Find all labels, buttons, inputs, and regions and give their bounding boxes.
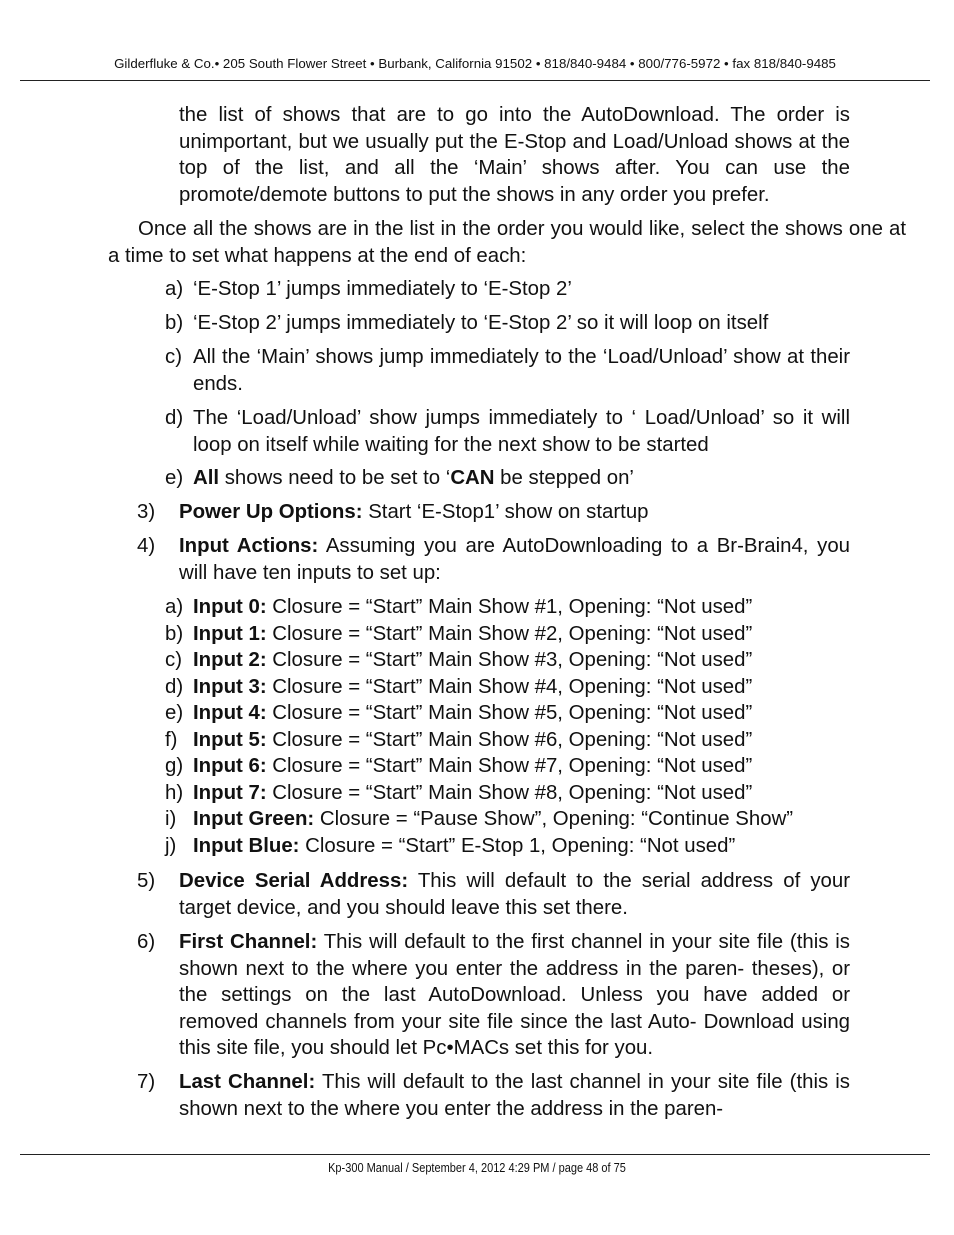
item-label: Power Up Options: xyxy=(179,501,363,523)
list-item-text: ‘E-Stop 1’ jumps immediately to ‘E-Stop 2’ xyxy=(193,278,572,300)
input-text: Closure = “Start” Main Show #6, Opening: “Not used” xyxy=(266,729,753,751)
list-marker: j) xyxy=(165,835,177,857)
input-label: Input 3: xyxy=(193,676,267,698)
item-body: Assuming you are AutoDownloading to a Br-Brain4, you will have ten inputs to set up: xyxy=(179,535,851,584)
list-item-text xyxy=(193,727,873,754)
list-item-text xyxy=(193,621,873,648)
list-item-text: All the ‘Main’ shows jump immediately to the ‘Load/Unload’ show at their ends. xyxy=(193,346,850,395)
list-marker: e) xyxy=(165,467,184,489)
item-label: First Channel: xyxy=(179,931,318,953)
item-body: This will default to the last channel in your site file (this is shown next to the where you enter the address in the paren- xyxy=(179,1071,850,1120)
page-header: Gilderfluke & Co.• 205 South Flower Street • Burbank, California 91502 • 818/840-9484 • 800/776-5972 • fax 818/840-9485 xyxy=(114,56,836,71)
item-label: Last Channel: xyxy=(179,1071,316,1093)
header-rule xyxy=(20,80,930,81)
intro-paragraph: Once all the shows are in the list in the order you would like, select the shows one at a time to set what happens at the end of each: xyxy=(108,218,906,267)
list-item-text: ‘E-Stop 2’ jumps immediately to ‘E-Stop 2’ so it will loop on itself xyxy=(193,312,769,334)
list-item-text xyxy=(179,499,850,526)
text-segment: shows need to be set to ‘ xyxy=(219,467,451,489)
input-text: Closure = “Start” Main Show #8, Opening: “Not used” xyxy=(266,782,753,804)
bold-all: All xyxy=(193,467,220,489)
list-marker: 5) xyxy=(137,870,156,892)
input-text: Closure = “Start” Main Show #3, Opening: “Not used” xyxy=(266,649,753,671)
input-text: Closure = “Start” Main Show #7, Opening: “Not used” xyxy=(266,755,753,777)
input-label: Input 0: xyxy=(193,596,267,618)
list-item-text xyxy=(179,868,850,921)
list-marker: b) xyxy=(165,623,184,645)
list-marker: b) xyxy=(165,312,184,334)
list-item-text xyxy=(193,833,873,860)
input-text: Closure = “Start” Main Show #1, Opening: “Not used” xyxy=(266,596,753,618)
list-marker: i) xyxy=(165,808,177,830)
list-marker: d) xyxy=(165,407,184,429)
item-label: Device Serial Address: xyxy=(179,870,409,892)
list-item-text xyxy=(179,929,850,1062)
list-marker: f) xyxy=(165,729,178,751)
list-marker: 3) xyxy=(137,501,156,523)
list-marker: 4) xyxy=(137,535,156,557)
footer-rule xyxy=(20,1154,930,1155)
list-marker: a) xyxy=(165,278,184,300)
input-label: Input 5: xyxy=(193,729,267,751)
input-label: Input 7: xyxy=(193,782,267,804)
list-item-text xyxy=(193,465,850,492)
list-item-text xyxy=(179,533,850,586)
list-item-text xyxy=(193,674,873,701)
continuation-paragraph: the list of shows that are to go into the AutoDownload. The order is unimportant, but we usually put the E-Stop and Load/Unload shows at the top of the list, and all the ‘Main’ shows after. You can use the promote/demote buttons to put the shows in any order you prefer. xyxy=(179,104,850,206)
list-marker: d) xyxy=(165,676,184,698)
list-item-text xyxy=(193,594,873,621)
list-item-text xyxy=(193,753,873,780)
list-marker: 7) xyxy=(137,1071,156,1093)
list-marker: g) xyxy=(165,755,184,777)
list-marker: c) xyxy=(165,346,182,368)
list-item-text xyxy=(179,1069,850,1122)
text-segment: be stepped on’ xyxy=(494,467,634,489)
item-body: This will default to the serial address of your target device, and you should leave this set there. xyxy=(179,870,850,919)
list-marker: e) xyxy=(165,702,184,724)
input-text: Closure = “Pause Show”, Opening: “Continue Show” xyxy=(314,808,794,830)
page-footer: Kp-300 Manual / September 4, 2012 4:29 PM / page 48 of 75 xyxy=(328,1161,626,1175)
input-label: Input 2: xyxy=(193,649,267,671)
list-marker: h) xyxy=(165,782,184,804)
input-text: Closure = “Start” Main Show #4, Opening: “Not used” xyxy=(266,676,753,698)
list-marker: a) xyxy=(165,596,184,618)
list-item-text xyxy=(193,700,873,727)
bold-can: CAN xyxy=(450,467,495,489)
list-item-text xyxy=(193,806,873,833)
item-body: This will default to the first channel in your site file (this is shown next to the where you enter the address in the paren- theses), or the settings on the last AutoDownload. Unless you have added or removed channels from your site file since the last Auto- Download using this site file, you should let Pc•MACs set this for you. xyxy=(179,931,850,1059)
list-item-text xyxy=(193,780,873,807)
input-label: Input 4: xyxy=(193,702,267,724)
item-label: Input Actions: xyxy=(179,535,319,557)
list-item-text: The ‘Load/Unload’ show jumps immediately to ‘ Load/Unload’ so it will loop on itself while waiting for the next show to be started xyxy=(193,407,850,456)
item-body: Start ‘E-Stop1’ show on startup xyxy=(362,501,649,523)
list-item-text xyxy=(193,647,873,674)
input-text: Closure = “Start” Main Show #2, Opening: “Not used” xyxy=(266,623,753,645)
input-label: Input Green: xyxy=(193,808,315,830)
input-label: Input 6: xyxy=(193,755,267,777)
input-text: Closure = “Start” Main Show #5, Opening: “Not used” xyxy=(266,702,753,724)
input-label: Input Blue: xyxy=(193,835,300,857)
input-text: Closure = “Start” E-Stop 1, Opening: “Not used” xyxy=(299,835,736,857)
list-marker: c) xyxy=(165,649,182,671)
input-label: Input 1: xyxy=(193,623,267,645)
list-marker: 6) xyxy=(137,931,156,953)
